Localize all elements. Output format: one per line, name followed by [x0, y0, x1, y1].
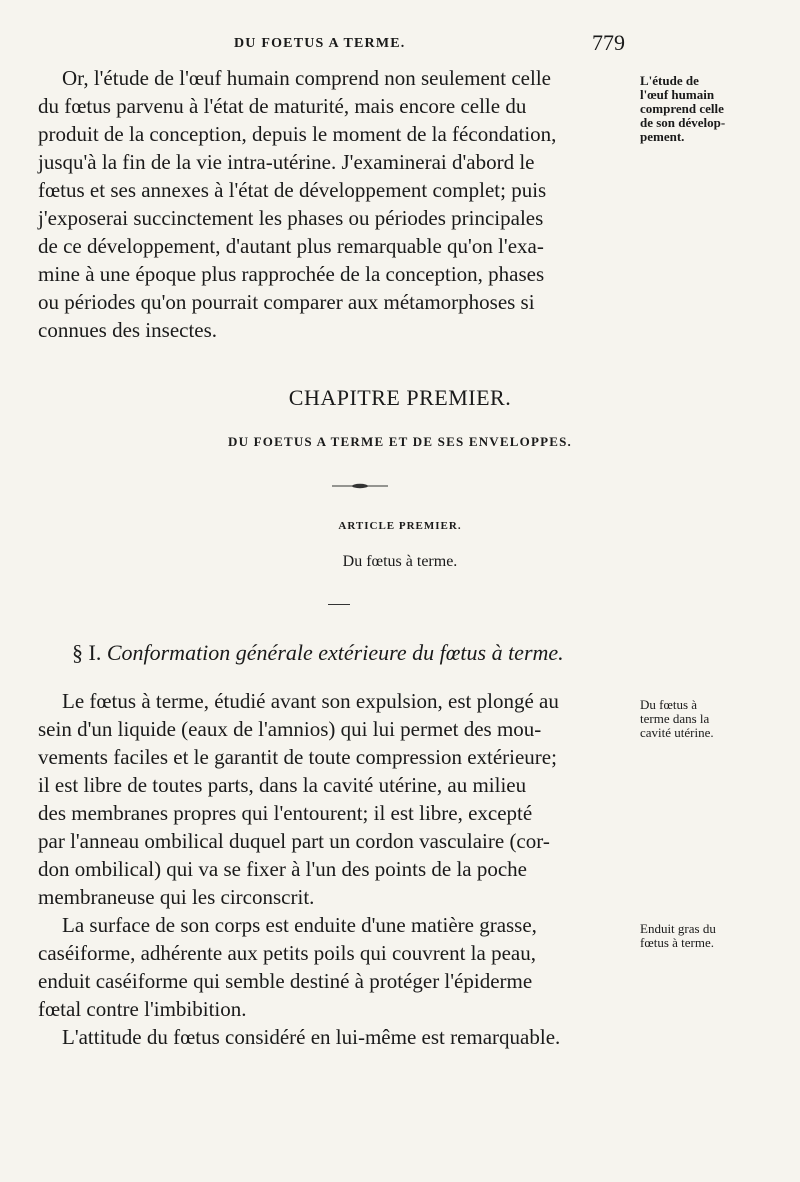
- note2-line-2: terme dans la: [640, 711, 710, 726]
- p1-line-10: connues des insectes.: [38, 318, 218, 342]
- section-symbol: § I.: [72, 640, 102, 665]
- p1-line-6: j'exposerai succinctement les phases ou périodes principales: [38, 206, 544, 230]
- margin-note-1: [640, 74, 758, 144]
- note1-line-2: l'œuf humain: [640, 87, 715, 102]
- note1-line-4: de son dévelop-: [640, 115, 726, 130]
- ornament-divider: [330, 482, 390, 490]
- paragraph-4-text: L'attitude du fœtus considéré en lui-même est remarquable.: [62, 1025, 561, 1049]
- short-rule: [328, 604, 350, 605]
- margin-note-3: [640, 922, 758, 950]
- p1-line-5: fœtus et ses annexes à l'état de développement complet; puis: [38, 178, 547, 202]
- p2-line-7: don ombilical) qui va se fixer à l'un des points de la poche: [38, 857, 527, 881]
- note2-line-3: cavité utérine.: [640, 725, 714, 740]
- paragraph-2: [38, 687, 634, 911]
- paragraph-3: [38, 911, 634, 1023]
- section-heading: [72, 640, 632, 666]
- paragraph-2-text: [38, 687, 634, 911]
- p1-line-8: mine à une époque plus rapprochée de la conception, phases: [38, 262, 545, 286]
- p3-line-2: caséiforme, adhérente aux petits poils qui couvrent la peau,: [38, 941, 536, 965]
- chapter-title: CHAPITRE PREMIER.: [288, 385, 512, 410]
- p1-line-3: produit de la conception, depuis le moment de la fécondation,: [38, 122, 557, 146]
- section-title: Conformation générale extérieure du fœtus à terme.: [106, 640, 564, 665]
- paragraph-1-text: [38, 64, 634, 344]
- p3-line-1: La surface de son corps est enduite d'une matière grasse,: [62, 913, 537, 937]
- note1-line-3: comprend celle: [640, 101, 724, 116]
- p2-line-2: sein d'un liquide (eaux de l'amnios) qui lui permet des mou-: [38, 717, 542, 741]
- paragraph-3-text: [38, 911, 634, 1023]
- p2-line-1: Le fœtus à terme, étudié avant son expulsion, est plongé au: [62, 689, 559, 713]
- p1-line-1: Or, l'étude de l'œuf humain comprend non seulement celle: [62, 66, 551, 90]
- p1-line-4: jusqu'à la fin de la vie intra-utérine. J'examinerai d'abord le: [38, 150, 535, 174]
- paragraph-4: [38, 1023, 634, 1051]
- article-subtitle: Du fœtus à terme.: [342, 553, 458, 570]
- note1-line-1: L'étude de: [640, 73, 699, 88]
- p3-line-4: fœtal contre l'imbibition.: [38, 997, 247, 1021]
- margin-note-2: [640, 698, 758, 740]
- p2-line-4: il est libre de toutes parts, dans la cavité utérine, au milieu: [38, 773, 527, 797]
- p2-line-5: des membranes propres qui l'entourent; il est libre, excepté: [38, 801, 533, 825]
- p1-line-2: du fœtus parvenu à l'état de maturité, mais encore celle du: [38, 94, 527, 118]
- paragraph-1: [38, 64, 634, 344]
- chapter-subtitle: DU FOETUS A TERME ET DE SES ENVELOPPES.: [228, 434, 572, 449]
- note3-line-1: Enduit gras du: [640, 921, 716, 936]
- note3-line-2: fœtus à terme.: [640, 935, 715, 950]
- page-number: 779: [592, 30, 625, 55]
- note1-line-5: pement.: [640, 129, 685, 144]
- p2-line-3: vements faciles et le garantit de toute compression extérieure;: [38, 745, 557, 769]
- p2-line-6: par l'anneau ombilical duquel part un cordon vasculaire (cor-: [38, 829, 550, 853]
- p3-line-3: enduit caséiforme qui semble destiné à protéger l'épiderme: [38, 969, 533, 993]
- p1-line-9: ou périodes qu'on pourrait comparer aux métamorphoses si: [38, 290, 535, 314]
- running-title: DU FOETUS A TERME.: [234, 36, 406, 51]
- note2-line-1: Du fœtus à: [640, 697, 698, 712]
- running-head: [0, 30, 800, 58]
- p1-line-7: de ce développement, d'autant plus remarquable qu'on l'exa-: [38, 234, 544, 258]
- article-label: ARTICLE PREMIER.: [338, 520, 462, 532]
- p2-line-8: membraneuse qui les circonscrit.: [38, 885, 315, 909]
